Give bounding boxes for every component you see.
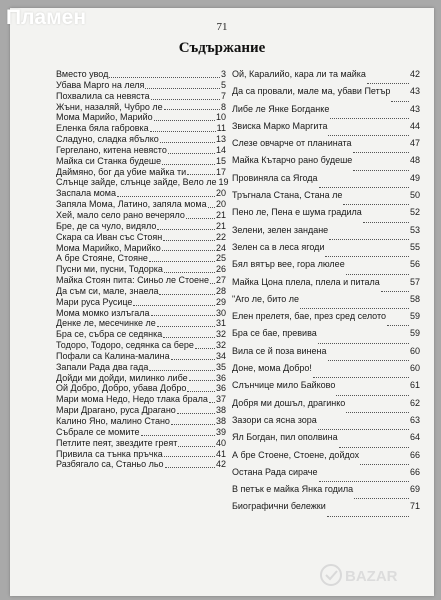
toc-leader-dots — [154, 120, 215, 121]
toc-entry-title: В петък е майка Янка годила — [232, 484, 354, 495]
toc-entry-page: 20 — [215, 188, 226, 199]
toc-entry-page: 53 — [409, 224, 420, 235]
book-page — [10, 8, 434, 596]
toc-entry-page: 66 — [409, 449, 420, 460]
toc-right-column — [232, 70, 420, 520]
toc-leader-dots — [391, 101, 409, 102]
toc-entry-page: 60 — [409, 345, 420, 356]
toc-entry-title: Да са провали, мале ма, убави Петър — [232, 86, 391, 97]
toc-leader-dots — [363, 222, 409, 223]
watermark-text: Пламен — [6, 6, 87, 29]
toc-leader-dots — [157, 229, 215, 230]
toc-entry — [232, 139, 420, 156]
svg-text:BAZAR: BAZAR — [345, 568, 398, 585]
toc-entry-title: Елен прелетя, бае, през сред селото — [232, 311, 387, 322]
toc-entry — [232, 191, 420, 208]
toc-entry-title: Мома момко излъгала — [56, 307, 150, 318]
toc-leader-dots — [177, 413, 215, 414]
toc-entry-title: Тръгнала Стана, Стана ле — [232, 190, 343, 201]
toc-entry-title: Привила са тънка пръчка — [56, 448, 163, 459]
toc-entry — [232, 399, 420, 416]
toc-entry-title: Зазори са ясна зора — [232, 414, 317, 425]
toc-entry-title: Запяла Мома, Латино, запяла мома — [56, 199, 207, 210]
toc-leader-dots — [133, 305, 215, 306]
toc-leader-dots — [151, 99, 220, 100]
toc-entry-title: Провиняла са Ягода — [232, 172, 318, 183]
toc-entry-title: Ой, Каралийо, кара ли та майка — [232, 69, 366, 79]
toc-entry-title: Майка си Станка будеше — [56, 155, 162, 166]
toc-entry-page: 49 — [409, 172, 420, 183]
toc-leader-dots — [162, 250, 215, 251]
toc-entry-page: 41 — [215, 448, 226, 459]
toc-entry-page: 63 — [409, 414, 420, 425]
toc-entry-page: 42 — [215, 459, 226, 470]
toc-entry-page: 58 — [409, 293, 420, 304]
toc-entry-page: 11 — [216, 123, 226, 134]
toc-leader-dots — [318, 343, 409, 344]
toc-entry-page: 20 — [215, 199, 226, 210]
toc-leader-dots — [160, 142, 215, 143]
toc-entry — [232, 70, 420, 87]
toc-entry — [232, 451, 420, 468]
toc-entry — [232, 433, 420, 450]
toc-entry-page: 55 — [409, 241, 420, 252]
toc-leader-dots — [178, 446, 215, 447]
toc-entry-page: 32 — [215, 329, 226, 340]
toc-leader-dots — [300, 308, 409, 309]
toc-entry-page: 24 — [215, 242, 226, 253]
toc-leader-dots — [189, 380, 215, 381]
toc-leader-dots — [327, 516, 409, 517]
toc-leader-dots — [141, 435, 215, 436]
toc-entry-page: 14 — [215, 144, 226, 155]
toc-leader-dots — [319, 187, 409, 188]
toc-entry-title: Биографични бележки — [232, 501, 326, 512]
toc-entry-title: Звиска Марко Маргита — [232, 120, 328, 131]
toc-leader-dots — [109, 77, 220, 78]
toc-leader-dots — [163, 337, 215, 338]
toc-entry — [232, 226, 420, 243]
toc-entry-title: Дойди ми дойди, милинко либе — [56, 372, 188, 383]
toc-entry-title: Скара са Иван със Стоян — [56, 231, 163, 242]
toc-entry-title: А бре Стоене, Стоене, дойдох — [232, 449, 360, 460]
toc-leader-dots — [164, 109, 220, 110]
toc-entry-title: Заспала мома — [56, 188, 116, 199]
toc-entry-title: Ял Богдан, пил ополвина — [232, 432, 338, 443]
toc-entry — [232, 260, 420, 277]
toc-entry-page: 27 — [215, 275, 226, 286]
toc-leader-dots — [187, 174, 215, 175]
toc-entry — [56, 157, 226, 168]
toc-leader-dots — [195, 348, 215, 349]
toc-entry-title: Майка Стоян пита: Синьо ле Стоене — [56, 275, 210, 286]
bazar-logo-icon — [319, 560, 429, 590]
toc-entry — [232, 174, 420, 191]
toc-entry — [232, 122, 420, 139]
toc-entry-title: Добря ми дошъл, драгинко — [232, 397, 346, 408]
toc-leader-dots — [353, 152, 409, 153]
toc-entry-page: 50 — [409, 190, 420, 201]
toc-entry-page: 32 — [215, 340, 226, 351]
toc-entry-title: Мари Драгано, руса Драгано — [56, 405, 176, 416]
toc-entry-title: Слезе овчарче от планината — [232, 138, 352, 149]
toc-leader-dots — [313, 377, 409, 378]
toc-entry-title: А бре Стояне, Стояне — [56, 253, 148, 264]
toc-entry — [56, 298, 226, 309]
toc-entry-page: 57 — [409, 276, 420, 287]
toc-leader-dots — [210, 283, 215, 284]
toc-leader-dots — [354, 498, 409, 499]
toc-entry-title: Пусни ми, пусни, Тодорка — [56, 264, 163, 275]
toc-leader-dots — [346, 412, 409, 413]
toc-entry-page: 43 — [409, 86, 420, 97]
toc-entry-title: Остана Рада сираче — [232, 466, 318, 477]
toc-entry-page: 44 — [409, 120, 420, 131]
toc-entry-page: 59 — [409, 311, 420, 322]
toc-entry-page: 39 — [215, 426, 226, 437]
toc-leader-dots — [145, 88, 220, 89]
toc-entry-title: Еленка бяла габровка — [56, 123, 149, 134]
toc-entry-title: Разбягало са, Станьо льо — [56, 459, 164, 470]
toc-leader-dots — [328, 135, 409, 136]
toc-leader-dots — [346, 274, 409, 275]
toc-entry-page: 13 — [215, 134, 226, 145]
toc-entry — [232, 416, 420, 433]
toc-entry-title: Пено ле, Пена е шума градила — [232, 207, 362, 218]
toc-entry-title: Събрале се момите — [56, 426, 140, 437]
toc-leader-dots — [149, 261, 215, 262]
toc-entry-title: Мома Марийко, Марийко — [56, 242, 161, 253]
toc-entry-title: Хей, мало село рано вечеряло — [56, 209, 185, 220]
toc-entry-title: Похвалила са невяста — [56, 90, 150, 101]
toc-entry-title: Тодоро, Тодоро, седянка са бере — [56, 340, 194, 351]
toc-entry-title: Доне, мома Добро! — [232, 363, 312, 374]
toc-entry — [232, 485, 420, 502]
toc-entry-title: Майка Цона плела, плела и питала — [232, 276, 380, 287]
toc-entry — [232, 295, 420, 312]
toc-entry-title: Гергелано, китена невясто — [56, 144, 167, 155]
toc-entry-title: Мари руса Русице — [56, 296, 133, 307]
toc-entry-page: 48 — [409, 155, 420, 166]
toc-leader-dots — [336, 395, 409, 396]
toc-entry-title: Зелен са в леса ягоди — [232, 241, 325, 252]
toc-entry-title: Калино Яно, малино Стано — [56, 416, 170, 426]
toc-leader-dots — [387, 325, 409, 326]
toc-leader-dots — [159, 294, 215, 295]
toc-entry-page: 37 — [215, 394, 226, 405]
toc-entry-page: 3 — [220, 69, 226, 79]
toc-entry — [232, 278, 420, 295]
toc-entry-title: Вила се й поза винена — [232, 345, 327, 356]
toc-entry-page: 22 — [215, 231, 226, 242]
toc-entry-page: 19 — [218, 177, 229, 188]
toc-leader-dots — [165, 467, 215, 468]
toc-entry-title: Бял вятър вее, гора люлее — [232, 259, 345, 270]
toc-entry — [232, 329, 420, 346]
toc-entry-title: Мома Марийо, Марийо — [56, 112, 153, 123]
toc-entry-page: 47 — [409, 138, 420, 149]
toc-leader-dots — [330, 118, 409, 119]
toc-entry-page: 35 — [215, 361, 226, 372]
toc-entry-title: Да съм си, мале, знаела — [56, 285, 159, 296]
toc-leader-dots — [339, 447, 409, 448]
toc-entry — [232, 243, 420, 260]
toc-entry-title: "Аго ле, бито ле — [232, 293, 300, 304]
toc-leader-dots — [164, 272, 215, 273]
toc-entry-title: Слънце зайде, слънце зайде, Вело ле — [56, 177, 217, 188]
toc-entry-page: 38 — [215, 416, 226, 426]
toc-entry-page: 64 — [409, 432, 420, 443]
toc-entry-title: Убава Марго на леля — [56, 79, 145, 90]
toc-entry-title: Майка Кътарчо рано будеше — [232, 155, 353, 166]
toc-entry-title: Бра се, събра се седянка — [56, 329, 163, 340]
toc-entry-title: Даймяно, бог да убие майка ти — [56, 166, 187, 177]
toc-entry-page: 42 — [409, 69, 420, 79]
toc-entry-page: 10 — [215, 112, 226, 123]
toc-entry-title: Вместо увод — [56, 69, 109, 79]
toc-entry-title: Денке ле, месечинке ле — [56, 318, 156, 329]
toc-entry-title: Жъни, назаляй, Чубро ле — [56, 101, 163, 112]
toc-entry-page: 30 — [215, 307, 226, 318]
toc-entry-page: 29 — [215, 296, 226, 307]
toc-entry-title: Либе ле Янке Богданке — [232, 103, 330, 114]
toc-leader-dots — [325, 256, 409, 257]
toc-leader-dots — [168, 153, 215, 154]
toc-leader-dots — [329, 239, 409, 240]
toc-leader-dots — [171, 424, 215, 425]
toc-entry-page: 34 — [215, 350, 226, 361]
toc-leader-dots — [343, 204, 409, 205]
toc-entry-page: 28 — [215, 285, 226, 296]
toc-entry — [232, 364, 420, 381]
toc-entry-title: Слънчице мило Байково — [232, 380, 336, 391]
toc-leader-dots — [186, 218, 215, 219]
toc-entry — [232, 468, 420, 485]
toc-entry-title: Сладуно, сладка ябълко — [56, 134, 159, 145]
toc-leader-dots — [367, 83, 409, 84]
toc-entry — [232, 208, 420, 225]
toc-entry-page: 71 — [409, 501, 420, 512]
toc-leader-dots — [157, 326, 215, 327]
toc-leader-dots — [187, 391, 215, 392]
toc-entry-page: 40 — [215, 437, 226, 448]
toc-entry — [232, 502, 420, 519]
toc-leader-dots — [353, 170, 409, 171]
page-number: 71 — [216, 21, 228, 33]
toc-entry-title: Пофали са Калина-малина — [56, 350, 170, 361]
toc-entry — [56, 233, 226, 244]
toc-entry-page: 36 — [215, 372, 226, 383]
toc-leader-dots — [149, 370, 215, 371]
toc-leader-dots — [319, 481, 409, 482]
toc-entry — [232, 87, 420, 104]
toc-entry-page: 56 — [409, 259, 420, 270]
toc-entry-page: 21 — [215, 220, 226, 231]
toc-entry-page: 59 — [409, 328, 420, 339]
toc-entry-page: 7 — [220, 90, 226, 101]
toc-entry-title: Бра се бае, превива — [232, 328, 317, 339]
toc-entry-title: Бре, де са чуло, видяло — [56, 220, 157, 231]
toc-entry-title: Ой Добро, Добро, убава Добро — [56, 383, 187, 394]
toc-leader-dots — [162, 164, 215, 165]
toc-entry — [232, 105, 420, 122]
toc-leader-dots — [163, 240, 215, 241]
toc-leader-dots — [360, 464, 409, 465]
toc-leader-dots — [209, 402, 215, 403]
toc-entry-page: 17 — [215, 166, 226, 177]
toc-leader-dots — [117, 196, 215, 197]
toc-entry — [56, 363, 226, 374]
toc-entry — [232, 381, 420, 398]
toc-entry — [232, 312, 420, 329]
toc-entry-title: Мари мома Недо, Недо тлака брала — [56, 394, 208, 405]
toc-entry-page: 26 — [215, 264, 226, 275]
toc-entry-page: 61 — [409, 380, 420, 391]
toc-entry — [56, 439, 226, 450]
toc-entry-page: 69 — [409, 484, 420, 495]
toc-leader-dots — [318, 429, 409, 430]
toc-entry-page: 36 — [215, 383, 226, 394]
toc-leader-dots — [164, 456, 215, 457]
toc-leader-dots — [328, 360, 409, 361]
page-title: Съдържание — [178, 40, 266, 56]
toc-entry-title: Зелени, зелен зандане — [232, 224, 329, 235]
toc-entry-title: Запали Рада два гада — [56, 361, 149, 372]
toc-entry-title: Петлите пеят, звездите греят — [56, 437, 178, 448]
toc-entry-page: 38 — [215, 405, 226, 416]
toc-entry-page: 25 — [215, 253, 226, 264]
toc-entry-page: 31 — [215, 318, 226, 329]
toc-entry — [232, 347, 420, 364]
toc-entry-page: 21 — [215, 209, 226, 220]
toc-entry — [232, 156, 420, 173]
toc-entry-page: 5 — [220, 79, 226, 90]
toc-entry-page: 62 — [409, 397, 420, 408]
toc-entry-page: 15 — [215, 155, 226, 166]
toc-entry — [56, 92, 226, 103]
toc-leader-dots — [208, 207, 215, 208]
toc-entry-page: 43 — [409, 103, 420, 114]
toc-entry — [56, 460, 226, 471]
toc-entry-page: 8 — [220, 101, 226, 112]
toc-entry-page: 52 — [409, 207, 420, 218]
toc-leader-dots — [171, 359, 215, 360]
toc-left-column — [56, 69, 229, 471]
toc-entry-page: 66 — [409, 466, 420, 477]
toc-leader-dots — [151, 315, 215, 316]
toc-entry-page: 60 — [409, 363, 420, 374]
toc-leader-dots — [381, 291, 409, 292]
toc-leader-dots — [150, 131, 216, 132]
